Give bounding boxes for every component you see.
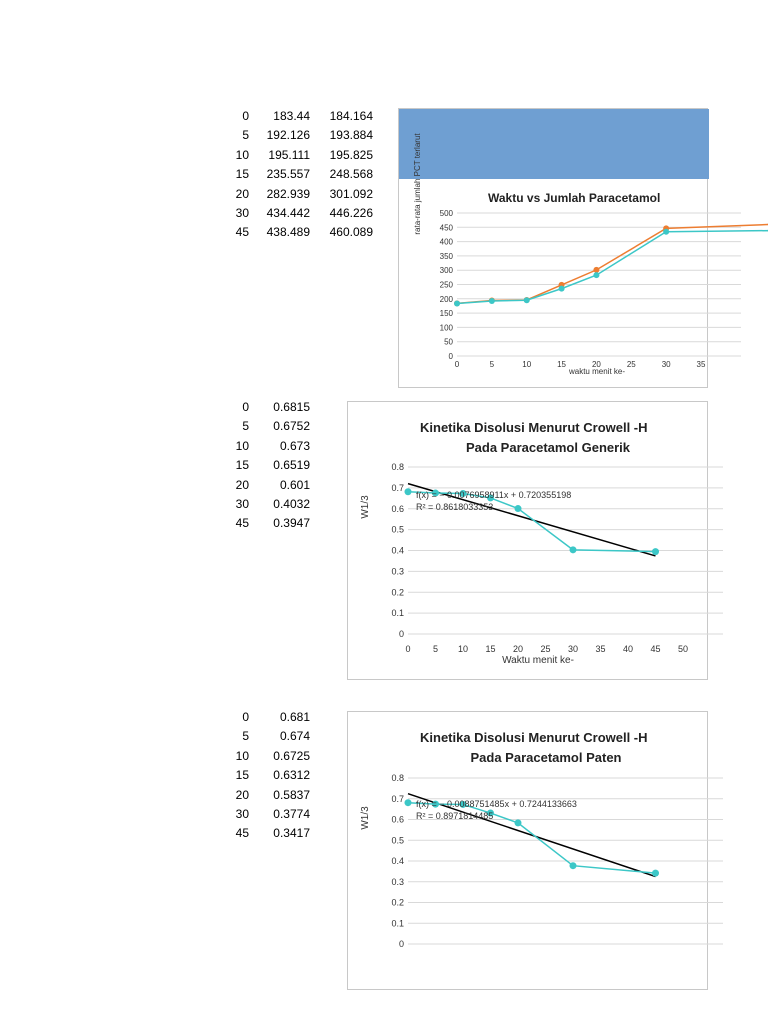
y-tick-label: 0 — [398, 629, 404, 639]
data-point — [405, 799, 412, 806]
x-tick-label: 50 — [677, 644, 689, 654]
y-tick-label: 0.2 — [391, 897, 404, 908]
table-cell[interactable]: 0.673 — [279, 438, 310, 453]
table-cell[interactable]: 0.6725 — [273, 748, 310, 763]
chart-kinetika-paten[interactable] — [347, 711, 708, 990]
table-cell[interactable]: 5 — [242, 128, 249, 143]
chart-header-band — [399, 109, 709, 179]
x-tick-label: 20 — [591, 360, 601, 369]
table-cell[interactable]: 20 — [235, 787, 249, 802]
y-tick-label: 0.7 — [391, 482, 404, 493]
data-point — [405, 488, 412, 495]
table-cell[interactable]: 301.092 — [329, 186, 373, 201]
chart-subtitle: Pada Paracetamol Generik — [465, 440, 631, 455]
table-cell[interactable]: 0.5837 — [273, 787, 310, 802]
y-tick-label: 0 — [398, 939, 404, 949]
trendline-equation: f(x) = − 0.0076958911x + 0.720355198 — [416, 490, 572, 500]
table-cell[interactable]: 0.4032 — [273, 497, 310, 511]
table-cell[interactable]: 282.939 — [266, 186, 310, 201]
data-point — [663, 229, 669, 235]
y-axis-label: W1/3 — [360, 806, 371, 830]
y-tick-label: 250 — [439, 280, 453, 290]
data-point — [570, 862, 577, 869]
table-cell[interactable]: 0.3417 — [273, 826, 310, 841]
chart-svg — [348, 712, 709, 991]
chart-title: Kinetika Disolusi Menurut Crowell -H — [420, 420, 648, 435]
table-cell[interactable]: 45 — [235, 225, 249, 240]
y-tick-label: 0.4 — [391, 856, 404, 866]
y-tick-label: 150 — [439, 309, 453, 319]
series-line — [408, 492, 656, 552]
x-tick-label: 5 — [489, 360, 495, 369]
table-cell[interactable]: 235.557 — [266, 167, 310, 182]
data-point — [593, 272, 599, 278]
data-point — [652, 548, 659, 555]
x-tick-label: 40 — [622, 644, 634, 654]
table-cell[interactable]: 20 — [235, 186, 249, 201]
y-tick-label: 0.1 — [391, 918, 404, 929]
data-point — [570, 546, 577, 553]
x-tick-label: 15 — [557, 360, 567, 369]
x-tick-label: 15 — [485, 644, 496, 654]
y-tick-label: 400 — [439, 237, 453, 247]
y-tick-label: 0.5 — [391, 524, 404, 535]
x-tick-label: 20 — [512, 644, 524, 654]
table-cell[interactable]: 0 — [242, 710, 249, 724]
table-cell[interactable]: 434.442 — [266, 206, 310, 220]
chart-svg — [399, 109, 709, 389]
x-tick-label: 25 — [540, 644, 551, 654]
table-cell[interactable]: 30 — [235, 206, 249, 220]
data-point — [515, 819, 522, 826]
y-tick-label: 0.8 — [391, 462, 404, 472]
table-cell[interactable]: 0.6815 — [273, 400, 310, 414]
r-squared-label: R² = 0.8971814485 — [416, 811, 494, 821]
y-tick-label: 0.5 — [391, 835, 404, 846]
table-cell[interactable]: 0.3774 — [273, 807, 310, 821]
table-cell[interactable]: 0 — [242, 400, 249, 414]
y-tick-label: 300 — [439, 266, 453, 276]
table-cell[interactable]: 20 — [235, 477, 249, 492]
y-tick-label: 50 — [444, 337, 453, 347]
x-tick-label: 5 — [432, 644, 439, 654]
table-cell[interactable]: 0.681 — [279, 710, 310, 724]
table-cell[interactable]: 15 — [235, 167, 249, 182]
table-cell[interactable]: 45 — [235, 516, 249, 531]
table-cell[interactable]: 438.489 — [266, 225, 310, 240]
table-cell[interactable]: 10 — [235, 438, 249, 453]
x-tick-label: 10 — [522, 360, 532, 369]
table-cell[interactable]: 0.6752 — [273, 419, 310, 434]
y-tick-label: 0.1 — [391, 608, 404, 619]
table-cell[interactable]: 195.825 — [329, 147, 373, 162]
data-point — [454, 301, 460, 307]
table-cell[interactable]: 460.089 — [329, 225, 373, 240]
y-tick-label: 0.6 — [391, 814, 404, 825]
y-tick-label: 500 — [439, 209, 453, 218]
chart-kinetika-generik[interactable] — [347, 401, 708, 680]
data-point — [652, 870, 659, 877]
y-tick-label: 450 — [439, 223, 453, 233]
table-cell[interactable]: 0.674 — [279, 729, 310, 744]
x-tick-label: 0 — [454, 360, 460, 369]
x-axis-label: waktu menit ke- — [568, 367, 626, 376]
table-cell[interactable]: 446.226 — [329, 206, 373, 220]
y-tick-label: 350 — [439, 251, 453, 261]
table-cell[interactable]: 30 — [235, 497, 249, 511]
table-cell[interactable]: 15 — [235, 458, 249, 473]
table-cell[interactable]: 248.568 — [329, 167, 373, 182]
table-cell[interactable]: 10 — [235, 748, 249, 763]
table-cell[interactable]: 0.6312 — [273, 768, 310, 783]
chart-title: Waktu vs Jumlah Paracetamol — [488, 191, 661, 205]
y-tick-label: 0 — [448, 352, 453, 361]
table-cell[interactable]: 183.44 — [273, 109, 310, 123]
data-point — [524, 297, 530, 303]
x-tick-label: 25 — [626, 360, 636, 369]
data-point — [489, 298, 495, 304]
table-cell[interactable]: 184.164 — [329, 109, 373, 123]
x-tick-label: 45 — [650, 644, 661, 654]
table-cell[interactable]: 192.126 — [266, 128, 310, 143]
y-axis-label: rata-rata jumlah PCT terlarut — [413, 133, 422, 235]
chart-subtitle: Pada Paracetamol Paten — [470, 750, 622, 765]
y-tick-label: 0.3 — [391, 876, 404, 887]
table-cell[interactable]: 193.884 — [329, 128, 373, 143]
y-tick-label: 0.3 — [391, 566, 404, 577]
data-point — [559, 286, 565, 292]
table-cell[interactable]: 30 — [235, 807, 249, 821]
y-tick-label: 0.7 — [391, 793, 404, 804]
x-tick-label: 30 — [567, 644, 579, 654]
x-tick-label: 0 — [405, 644, 411, 654]
y-tick-label: 0.8 — [391, 773, 404, 783]
table-cell[interactable]: 5 — [242, 419, 249, 434]
x-tick-label: 10 — [457, 644, 469, 654]
table-cell[interactable]: 10 — [235, 147, 249, 162]
series-line — [457, 224, 768, 303]
r-squared-label: R² = 0.8618033353 — [416, 502, 494, 512]
y-tick-label: 0.6 — [391, 503, 404, 514]
table-cell[interactable]: 0.6519 — [273, 458, 310, 473]
table-cell[interactable]: 0.3947 — [273, 516, 310, 531]
table-cell[interactable]: 195.111 — [268, 147, 310, 162]
x-tick-label: 30 — [661, 360, 671, 369]
x-tick-label: 35 — [696, 360, 706, 369]
data-point — [593, 267, 599, 273]
chart-waktu-vs-jumlah[interactable] — [398, 108, 708, 388]
x-axis-label: Waktu menit ke- — [502, 655, 574, 666]
y-tick-label: 200 — [439, 294, 453, 304]
table-cell[interactable]: 45 — [235, 826, 249, 841]
chart-svg — [348, 402, 709, 681]
y-tick-label: 0.4 — [391, 545, 404, 556]
y-axis-label: W1/3 — [360, 495, 371, 519]
table-cell[interactable]: 15 — [235, 768, 249, 783]
trendline-equation: f(x) = − 0.0088751485x + 0.7244133663 — [416, 799, 577, 809]
y-tick-label: 0.2 — [391, 587, 404, 598]
y-tick-label: 100 — [439, 323, 453, 333]
data-point — [515, 505, 522, 512]
table-cell[interactable]: 0 — [242, 109, 249, 123]
table-cell[interactable]: 0.601 — [279, 477, 310, 492]
chart-title: Kinetika Disolusi Menurut Crowell -H — [420, 730, 648, 745]
table-cell[interactable]: 5 — [242, 729, 249, 744]
x-tick-label: 35 — [595, 644, 606, 654]
